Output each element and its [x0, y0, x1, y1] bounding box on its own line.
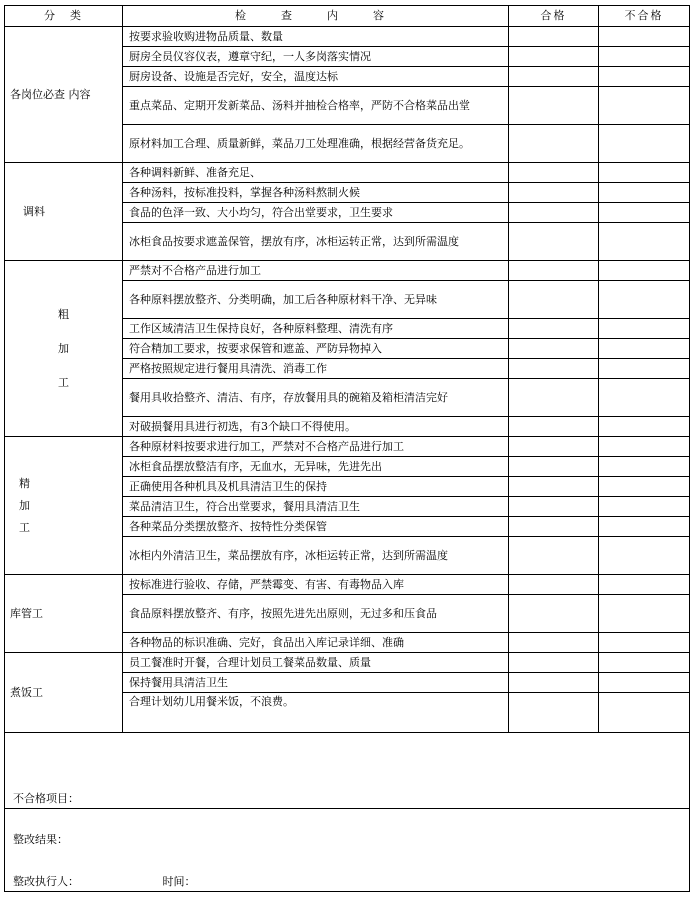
check-item: 严禁对不合格产品进行加工	[123, 261, 509, 281]
header-category: 分 类	[5, 6, 123, 27]
pass-cell[interactable]	[509, 47, 599, 67]
check-item: 各种物品的标识准确、完好，食品出入库记录详细、准确	[123, 633, 509, 653]
pass-cell[interactable]	[509, 633, 599, 653]
check-item: 对破损餐用具进行初选，有3个缺口不得使用。	[123, 417, 509, 437]
fail-cell[interactable]	[599, 537, 690, 575]
fail-cell[interactable]	[599, 27, 690, 47]
fail-cell[interactable]	[599, 693, 690, 733]
executor-label: 整改执行人：	[13, 875, 79, 888]
pass-cell[interactable]	[509, 653, 599, 673]
fail-cell[interactable]	[599, 223, 690, 261]
fail-cell[interactable]	[599, 359, 690, 379]
pass-cell[interactable]	[509, 359, 599, 379]
pass-cell[interactable]	[509, 417, 599, 437]
check-item: 重点菜品、定期开发新菜品、汤料并抽检合格率，严防不合格菜品出堂	[123, 87, 509, 125]
pass-cell[interactable]	[509, 27, 599, 47]
check-item: 各种原料摆放整齐、分类明确，加工后各种原材料干净、无异味	[123, 281, 509, 319]
time-label: 时间：	[162, 875, 196, 888]
table-row	[5, 27, 690, 47]
category-cell-all-posts: 各岗位必查 内容	[5, 27, 123, 163]
fail-cell[interactable]	[599, 457, 690, 477]
unqualified-label: 不合格项目：	[13, 792, 79, 805]
pass-cell[interactable]	[509, 319, 599, 339]
fail-cell[interactable]	[599, 67, 690, 87]
check-item: 各种调料新鲜、准备充足、	[123, 163, 509, 183]
pass-cell[interactable]	[509, 693, 599, 733]
pass-cell[interactable]	[509, 477, 599, 497]
check-item: 工作区域清洁卫生保持良好，各种原料整理、清洗有序	[123, 319, 509, 339]
pass-cell[interactable]	[509, 517, 599, 537]
fail-cell[interactable]	[599, 595, 690, 633]
table-row	[5, 437, 690, 457]
check-item: 按标准进行验收、存储，严禁霉变、有害、有毒物品入库	[123, 575, 509, 595]
check-item: 各种原材料按要求进行加工，严禁对不合格产品进行加工	[123, 437, 509, 457]
check-item: 冰柜食品按要求遮盖保管，摆放有序，冰柜运转正常，达到所需温度	[123, 223, 509, 261]
check-item: 冰柜内外清洁卫生，菜品摆放有序，冰柜运转正常，达到所需温度	[123, 537, 509, 575]
header-row	[5, 6, 690, 27]
pass-cell[interactable]	[509, 537, 599, 575]
category-cell-warehouse: 库管工	[5, 575, 123, 653]
fail-cell[interactable]	[599, 261, 690, 281]
pass-cell[interactable]	[509, 339, 599, 359]
check-item: 菜品清洁卫生，符合出堂要求，餐用具清洁卫生	[123, 497, 509, 517]
category-cell-fine-processing: 精加工	[5, 437, 123, 575]
pass-cell[interactable]	[509, 595, 599, 633]
check-item: 合理计划幼儿用餐米饭，不浪费。	[123, 693, 509, 733]
check-item: 原材料加工合理、质量新鲜，菜品刀工处理准确，根据经营备货充足。	[123, 125, 509, 163]
rectification-row	[5, 809, 690, 892]
pass-cell[interactable]	[509, 379, 599, 417]
pass-cell[interactable]	[509, 67, 599, 87]
fail-cell[interactable]	[599, 163, 690, 183]
category-cell-seasoning: 调料	[5, 163, 123, 261]
pass-cell[interactable]	[509, 163, 599, 183]
check-item: 保持餐用具清洁卫生	[123, 673, 509, 693]
header-fail: 不合格	[599, 6, 690, 27]
check-item: 正确使用各种机具及机具清洁卫生的保持	[123, 477, 509, 497]
pass-cell[interactable]	[509, 125, 599, 163]
check-item: 食品原料摆放整齐、有序，按照先进先出原则，无过多和压食品	[123, 595, 509, 633]
fail-cell[interactable]	[599, 477, 690, 497]
table-row	[5, 261, 690, 281]
inspection-sheet	[4, 5, 689, 892]
executor-line	[13, 873, 681, 891]
header-pass: 合格	[509, 6, 599, 27]
fail-cell[interactable]	[599, 517, 690, 537]
fail-cell[interactable]	[599, 673, 690, 693]
unqualified-row	[5, 733, 690, 809]
check-item: 各种汤料，按标准投料，掌握各种汤料熬制火候	[123, 183, 509, 203]
check-item: 符合精加工要求，按要求保管和遮盖、严防异物掉入	[123, 339, 509, 359]
category-cell-cook: 煮饭工	[5, 653, 123, 733]
pass-cell[interactable]	[509, 203, 599, 223]
fail-cell[interactable]	[599, 575, 690, 595]
header-content: 检 查 内 容	[123, 6, 509, 27]
fail-cell[interactable]	[599, 437, 690, 457]
table-row	[5, 575, 690, 595]
check-item: 员工餐准时开餐，合理计划员工餐菜品数量、质量	[123, 653, 509, 673]
fail-cell[interactable]	[599, 125, 690, 163]
fail-cell[interactable]	[599, 183, 690, 203]
check-item: 餐用具收拾整齐、清洁、有序，存放餐用具的碗箱及箱柜清洁完好	[123, 379, 509, 417]
fail-cell[interactable]	[599, 339, 690, 359]
pass-cell[interactable]	[509, 223, 599, 261]
pass-cell[interactable]	[509, 673, 599, 693]
check-item: 冰柜食品摆放整洁有序，无血水，无异味，先进先出	[123, 457, 509, 477]
fail-cell[interactable]	[599, 319, 690, 339]
fail-cell[interactable]	[599, 417, 690, 437]
pass-cell[interactable]	[509, 261, 599, 281]
unqualified-cell[interactable]	[5, 733, 690, 809]
fail-cell[interactable]	[599, 281, 690, 319]
pass-cell[interactable]	[509, 183, 599, 203]
category-cell-rough-processing: 粗加工	[5, 261, 123, 437]
table-row	[5, 163, 690, 183]
check-item: 食品的色泽一致、大小均匀，符合出堂要求，卫生要求	[123, 203, 509, 223]
check-item: 厨房全员仪容仪表，遵章守纪，一人多岗落实情况	[123, 47, 509, 67]
pass-cell[interactable]	[509, 575, 599, 595]
fail-cell[interactable]	[599, 47, 690, 67]
pass-cell[interactable]	[509, 437, 599, 457]
pass-cell[interactable]	[509, 497, 599, 517]
check-item: 厨房设备、设施是否完好，安全，温度达标	[123, 67, 509, 87]
pass-cell[interactable]	[509, 281, 599, 319]
fail-cell[interactable]	[599, 633, 690, 653]
inspection-table	[4, 5, 690, 892]
pass-cell[interactable]	[509, 87, 599, 125]
check-item: 按要求验收购进物品质量、数量	[123, 27, 509, 47]
fail-cell[interactable]	[599, 379, 690, 417]
pass-cell[interactable]	[509, 457, 599, 477]
result-label: 整改结果：	[13, 833, 68, 846]
fail-cell[interactable]	[599, 87, 690, 125]
table-row	[5, 653, 690, 673]
check-item: 各种菜品分类摆放整齐、按特性分类保管	[123, 517, 509, 537]
fail-cell[interactable]	[599, 497, 690, 517]
fail-cell[interactable]	[599, 203, 690, 223]
fail-cell[interactable]	[599, 653, 690, 673]
rectification-cell[interactable]	[5, 809, 690, 892]
check-item: 严格按照规定进行餐用具清洗、消毒工作	[123, 359, 509, 379]
